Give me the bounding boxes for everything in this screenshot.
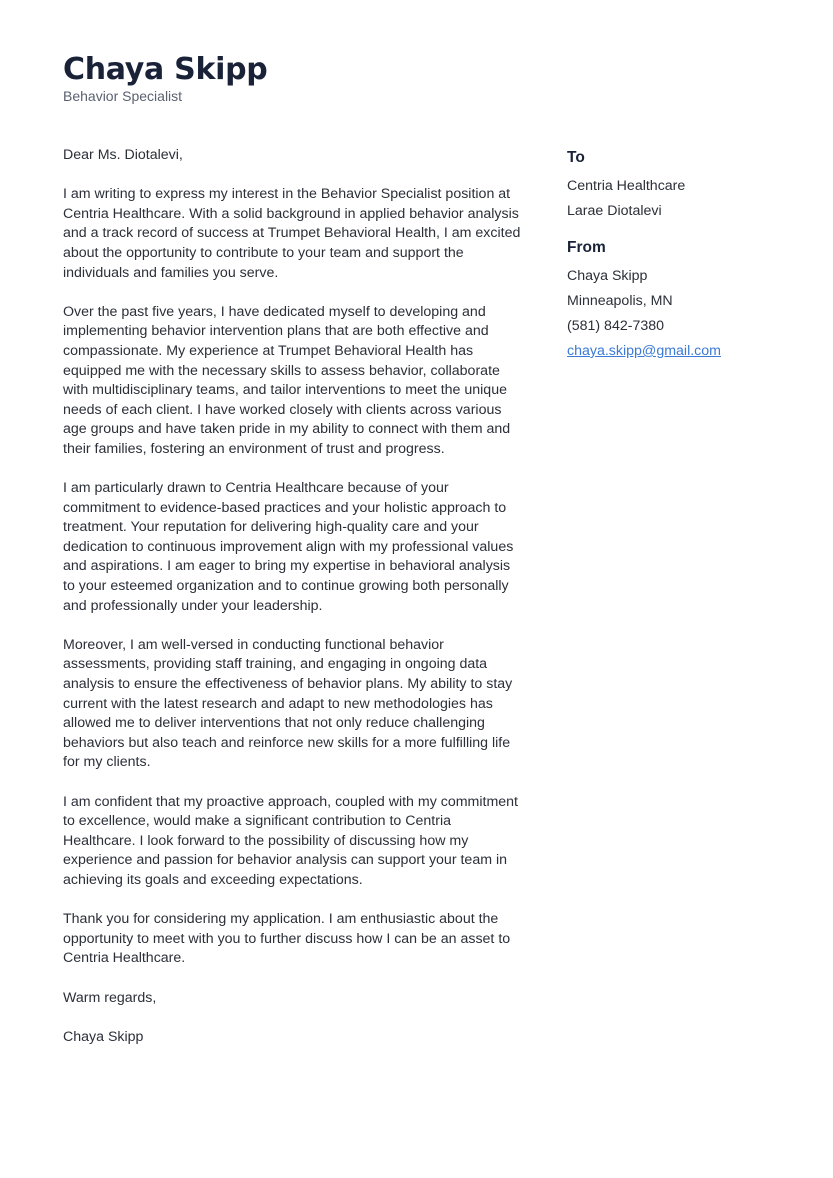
to-company: Centria Healthcare	[567, 178, 686, 194]
closing: Warm regards,	[63, 989, 157, 1006]
letter-body	[63, 146, 521, 1067]
paragraph-5: I am confident that my proactive approach, coupled with my commitment to excellence, would make a significant contribution to Centria Healthcare. I look forward to the possibility of discussing how my experience and passion for behavior analysis can support your team in achieving its goals and exceeding expectations.	[63, 793, 518, 888]
signature: Chaya Skipp	[63, 1028, 144, 1045]
to-heading: To	[567, 149, 585, 166]
from-heading: From	[567, 239, 606, 256]
from-location: Minneapolis, MN	[567, 293, 673, 309]
letter-header	[63, 52, 763, 104]
contact-sidebar	[567, 146, 797, 376]
to-section	[567, 146, 797, 224]
from-name: Chaya Skipp	[567, 268, 648, 284]
paragraph-6: Thank you for considering my application. I am enthusiastic about the opportunity to meet with you to further discuss how I can be an asset to Centria Healthcare.	[63, 911, 511, 967]
paragraph-2: Over the past five years, I have dedicated myself to developing and implementing behavior intervention plans that are both effective and compassionate. My experience at Trumpet Behavioral Health has equipped me with the necessary skills to assess behavior, collaborate with multidisciplinary teams, and tailor interventions to meet the unique needs of each client. I have worked closely with clients across various age groups and have taken pride in my ability to connect with them and their families, fostering an environment of trust and progress.	[63, 303, 511, 457]
applicant-name: Chaya Skipp	[63, 52, 268, 87]
applicant-title: Behavior Specialist	[63, 88, 183, 104]
salutation: Dear Ms. Diotalevi,	[63, 147, 183, 163]
from-email-row	[567, 339, 797, 364]
to-recipient: Larae Diotalevi	[567, 203, 662, 219]
from-phone: (581) 842-7380	[567, 318, 665, 334]
from-section	[567, 236, 797, 364]
paragraph-1: I am writing to express my interest in the Behavior Specialist position at Centria Healthcare. With a solid background in applied behavior analysis and a track record of success at Trumpet Behavioral Health, I am excited about the opportunity to contribute to your team and support the individuals and families you serve.	[63, 186, 521, 281]
email-link[interactable]: chaya.skipp@gmail.com	[567, 343, 721, 359]
paragraph-4: Moreover, I am well-versed in conducting functional behavior assessments, providing staff training, and engaging in ongoing data analysis to ensure the effectiveness of behavior plans. My ability to stay current with the latest research and adapt to new methodologies has allowed me to deliver interventions that not only reduce challenging behaviors but also teach and reinforce new skills for a more fulfilling life for my clients.	[63, 636, 513, 771]
paragraph-3: I am particularly drawn to Centria Healthcare because of your commitment to evidence-based practices and your holistic approach to treatment. Your reputation for delivering high-quality care and your dedication to continuous improvement align with my professional values and aspirations. I am eager to bring my expertise in behavioral analysis to your esteemed organization and to continue growing both personally and professionally under your leadership.	[63, 480, 514, 614]
